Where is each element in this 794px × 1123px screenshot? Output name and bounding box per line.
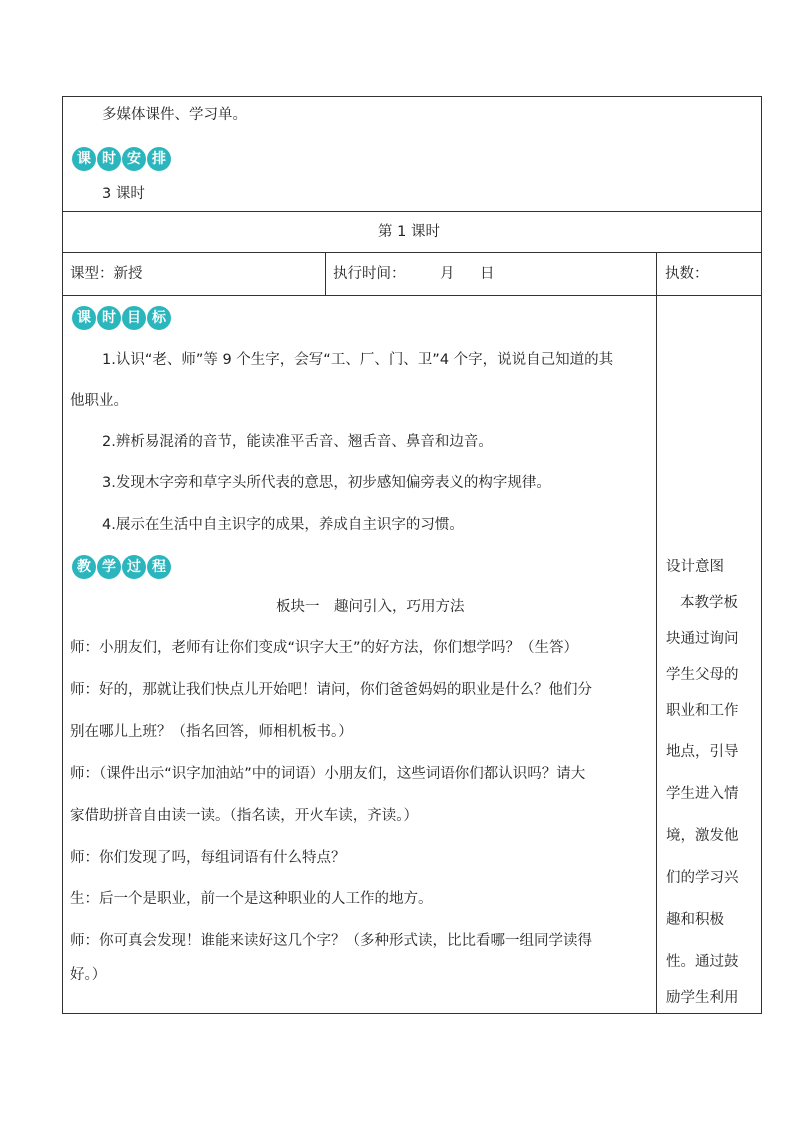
design-intent-line: 境，激发他 <box>666 828 739 844</box>
execution-time-label: 执行时间： <box>333 266 406 282</box>
design-intent-line: 趣和积极 <box>666 912 724 928</box>
lesson-type: 课型：新授 <box>70 266 143 282</box>
dialogue-line: 师：（课件出示“识字加油站”中的词语）小朋友们，这些词语你们都认识吗？请大 <box>70 766 586 782</box>
goal-2: 2.辨析易混淆的音节，能读准平舌音、翘舌音、鼻音和边音。 <box>102 434 493 450</box>
schedule-text: 3 课时 <box>102 186 145 202</box>
design-intent-line: 们的学习兴 <box>666 870 739 886</box>
process-badge: 教 学 过 程 <box>72 555 171 579</box>
section-title: 板块一 趣问引入，巧用方法 <box>276 599 465 615</box>
goals-badge: 课 时 目 标 <box>72 306 171 330</box>
dialogue-line: 家借助拼音自由读一读。（指名读，开火车读，齐读。） <box>70 808 418 824</box>
schedule-badge: 课 时 安 排 <box>72 147 171 171</box>
row-divider <box>62 295 762 296</box>
row-divider <box>62 211 762 212</box>
design-intent-line: 本教学板 <box>680 595 738 611</box>
goal-4: 4.展示在生活中自主识字的成果，养成自主识字的习惯。 <box>102 517 464 533</box>
col-divider <box>325 252 326 295</box>
dialogue-line: 好。） <box>70 967 107 983</box>
dialogue-line: 师：小朋友们，老师有让你们变成“识字大王”的好方法，你们想学吗？（生答） <box>70 640 579 656</box>
design-intent-title: 设计意图 <box>666 559 724 575</box>
design-intent-line: 励学生利用 <box>666 990 739 1006</box>
month-label: 月 <box>440 266 455 282</box>
design-intent-line: 职业和工作 <box>666 703 739 719</box>
teach-count-label: 执数： <box>665 266 709 282</box>
design-intent-line: 学生进入情 <box>666 786 739 802</box>
lesson-title: 第 1 课时 <box>378 224 440 240</box>
dialogue-line: 生：后一个是职业，前一个是这种职业的人工作的地方。 <box>70 891 433 907</box>
materials-text: 多媒体课件、学习单。 <box>102 107 247 123</box>
design-intent-line: 块通过询问 <box>666 631 739 647</box>
goal-1: 1.认识“老、师”等 9 个生字，会写“工、厂、门、卫”4 个字，说说自己知道的其 <box>102 352 614 368</box>
goal-3: 3.发现木字旁和草字头所代表的意思，初步感知偏旁表义的构字规律。 <box>102 475 551 491</box>
design-intent-line: 地点，引导 <box>666 744 739 760</box>
row-divider <box>62 252 762 253</box>
dialogue-line: 师：好的，那就让我们快点儿开始吧！请问，你们爸爸妈妈的职业是什么？他们分 <box>70 682 592 698</box>
dialogue-line: 师：你们发现了吗，每组词语有什么特点？ <box>70 850 346 866</box>
design-intent-line: 性。通过鼓 <box>666 954 739 970</box>
dialogue-line: 师：你可真会发现！谁能来读好这几个字？（多种形式读，比比看哪一组同学读得 <box>70 933 592 949</box>
goal-1-cont: 他职业。 <box>70 393 128 409</box>
dialogue-line: 别在哪儿上班？（指名回答，师相机板书。） <box>70 724 353 740</box>
col-divider <box>656 252 657 1014</box>
day-label: 日 <box>480 266 495 282</box>
design-intent-line: 学生父母的 <box>666 667 739 683</box>
